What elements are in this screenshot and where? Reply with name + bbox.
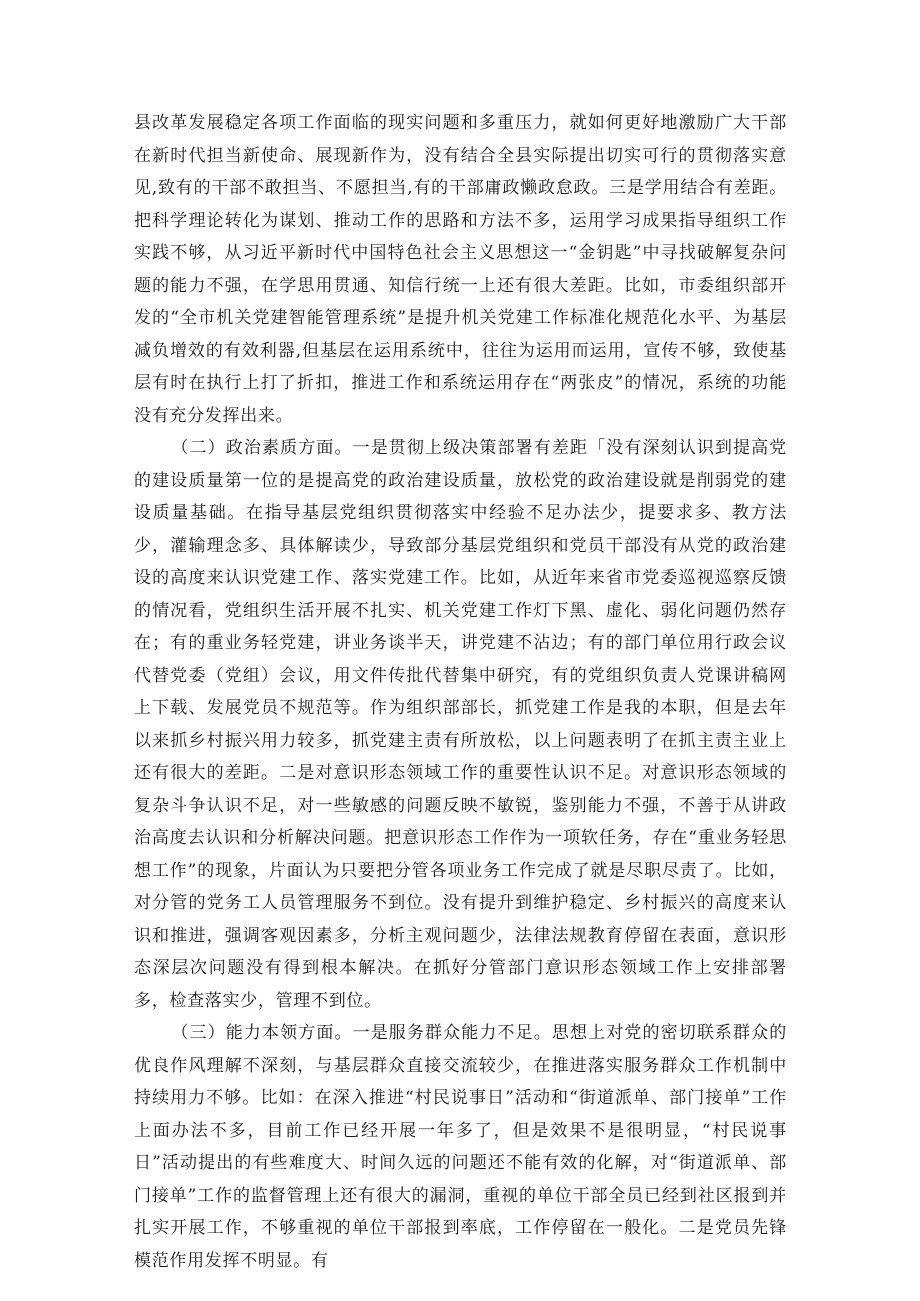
paragraph-political-quality: （二）政治素质方面。一是贯彻上级决策部署有差距「没有深刻认识到提高党的建设质量第一位的是提高党的政治建设质量，放松党的政治建设就是削弱党的建设质量基础。在指导基层党组织贯彻落实中经验不足办法少，提要求多、教方法少，灌输理念多、具体解读少，导致部分基层党组织和党员干部没有从党的政治建设的高度来认识党建工作、落实党建工作。比如，从近年来省市党委巡视巡察反馈的情况看，党组织生活开展不扎实、机关党建工作灯下黑、虚化、弱化问题仍然存在；有的重业务轻党建，讲业务谈半天，讲党建不沾边；有的部门单位用行政会议代替党委（党组）会议，用文件传批代替集中研究，有的党组织负责人党课讲稿网上下载、发展党员不规范等。作为组织部部长，抓党建工作是我的本职，但是去年以来抓乡村振兴用力较多，抓党建主责有所放松，以上问题表明了在抓主责主业上还有很大的差距。二是对意识形态领域工作的重要性认识不足。对意识形态领域的复杂斗争认识不足，对一些敏感的问题反映不敏锐，鉴别能力不强，不善于从讲政治高度去认识和分析解决问题。把意识形态工作作为一项软任务，存在“重业务轻思想工作”的现象，片面认为只要把分管各项业务工作完成了就是尽职尽责了。比如，对分管的党务工人员管理服务不到位。没有提升到维护稳定、乡村振兴的高度来认识和推进，强调客观因素多，分析主观问题少，法律法规教育停留在表面，意识形态深层次问题没有得到根本解决。在抓好分管部门意识形态领域工作上安排部署多，检查落实少，管理不到位。 <box>134 438 787 1011</box>
paragraph-ability: （三）能力本领方面。一是服务群众能力不足。思想上对党的密切联系群众的优良作风理解不深刻，与基层群众直接交流较少，在推进落实服务群众工作机制中持续用力不够。比如：在深入推进“村民说事日”活动和“街道派单、部门接单”工作上面办法不多，目前工作已经开展一年多了，但是效果不是很明显，“村民说事日”活动提出的有些难度大、时间久远的问题还不能有效的化解，对“街道派单、部门接单”工作的监督管理上还有很大的漏洞，重视的单位干部全员已经到社区报到并扎实开展工作，不够重视的单位干部报到率底，工作停留在一般化。二是党员先锋模范作用发挥不明显。有 <box>134 1023 787 1271</box>
paragraph-continuation: 县改革发展稳定各项工作面临的现实问题和多重压力，就如何更好地激励广大干部在新时代担当新使命、展现新作为，没有结合全县实际提出切实可行的贯彻落实意见,致有的干部不敢担当、不愿担当,有的干部庸政懒政怠政。三是学用结合有差距。把科学理论转化为谋划、推动工作的思路和方法不多，运用学习成果指导组织工作实践不够，从习近平新时代中国特色社会主义思想这一“金钥匙”中寻找破解复杂问题的能力不强，在学思用贯通、知信行统一上还有很大差距。比如，市委组织部开发的“全市机关党建智能管理系统”是提升机关党建工作标准化规范化水平、为基层减负增效的有效利器,但基层在运用系统中，往往为运用而运用，宣传不够，致使基层有时在执行上打了折扣，推进工作和系统运用存在“两张皮”的情况，系统的功能没有充分发挥出来。 <box>134 113 787 426</box>
